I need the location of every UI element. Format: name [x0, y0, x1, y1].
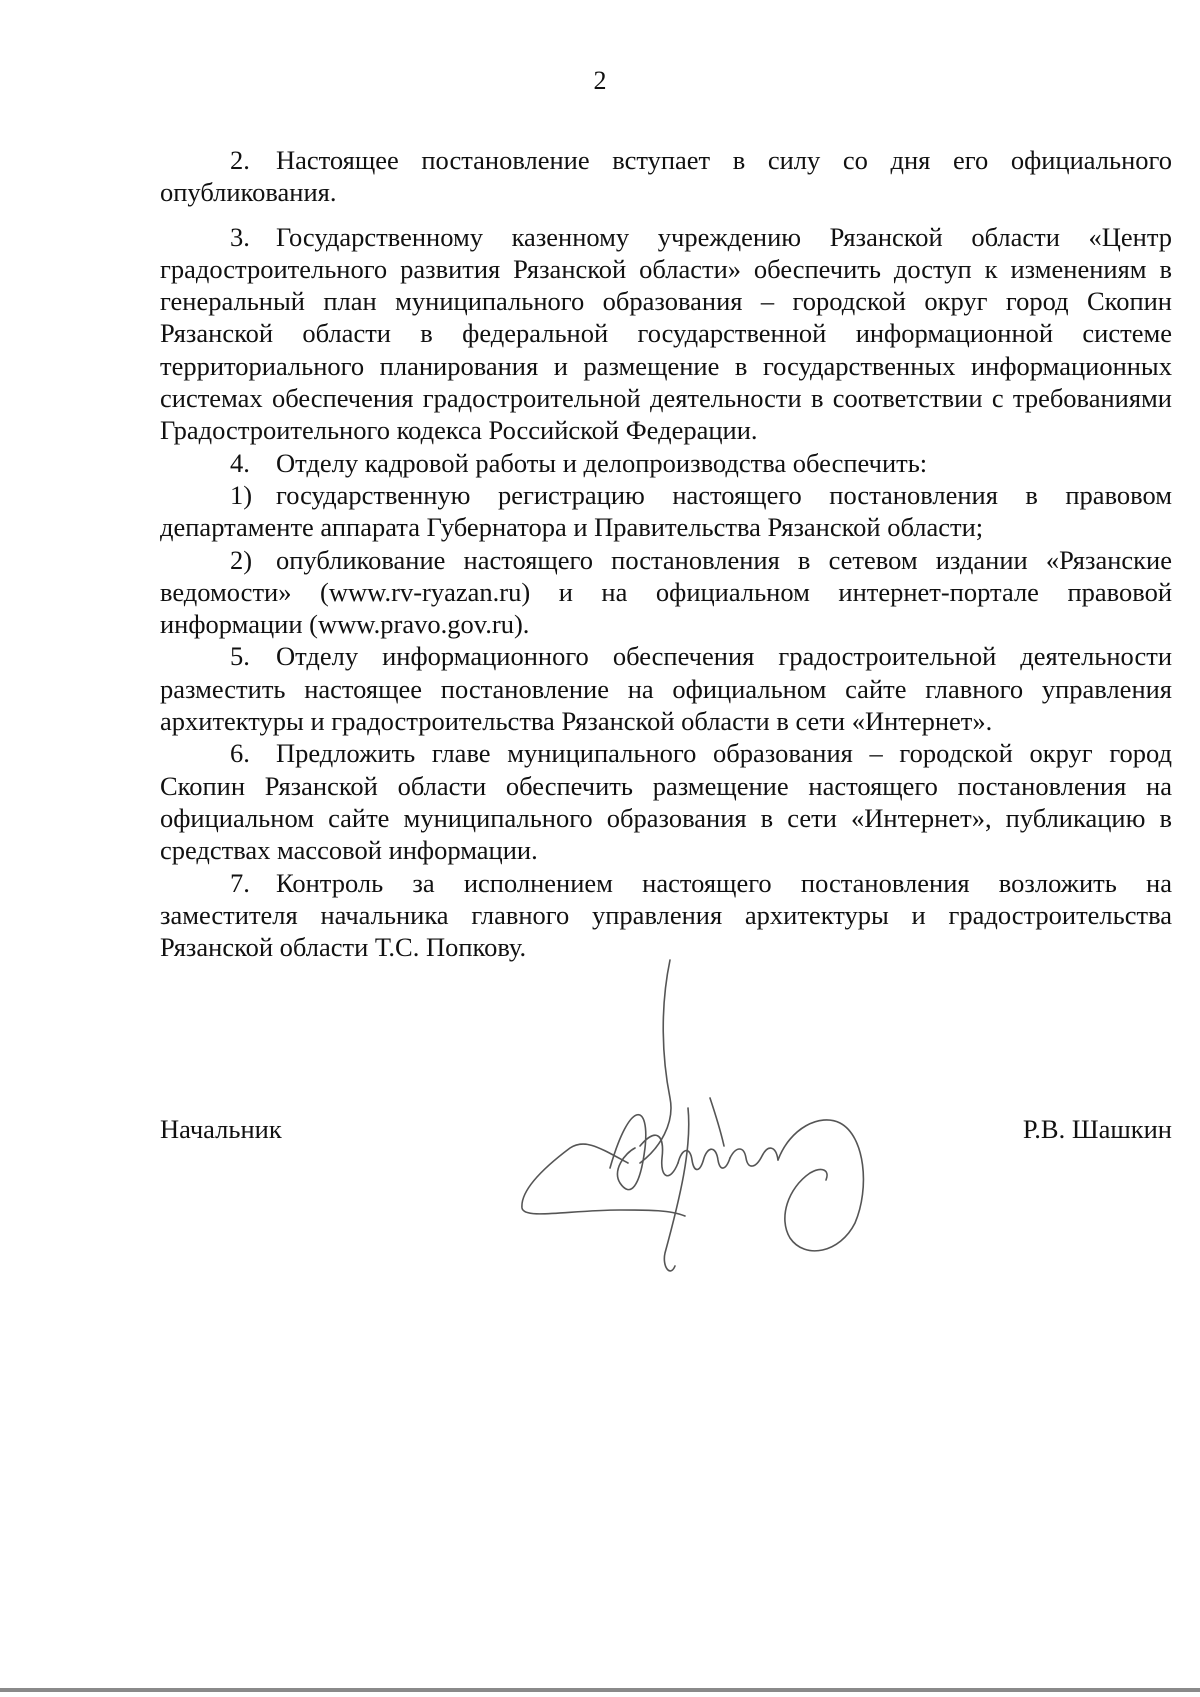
paragraph-4	[160, 447, 1172, 479]
paragraph-6	[160, 737, 1172, 866]
paragraph-number: 2)	[230, 544, 253, 575]
paragraph-text: опубликование настоящего постановления в сетевом издании «Рязанские ведомости» (www.rv-ryazan.ru) и на официальном интернет-портале правовой информации (www.pravo.gov.ru).	[160, 544, 1172, 640]
paragraph-text: Отделу кадровой работы и делопроизводства обеспечить:	[276, 447, 928, 478]
paragraph-number: 6.	[230, 738, 250, 769]
paragraph-number: 2.	[230, 145, 250, 175]
handwritten-signature	[510, 948, 910, 1288]
paragraph-text: Настоящее постановление вступает в силу со дня его официального опубликования.	[160, 145, 1172, 208]
page-number: 2	[593, 66, 607, 95]
signatory-name: Р.В. Шашкин	[1022, 1114, 1172, 1144]
subparagraph-2	[160, 544, 1172, 641]
paragraph-number: 3.	[230, 221, 250, 252]
paragraph-number: 1)	[230, 479, 253, 510]
signature-block	[160, 1113, 1172, 1313]
paragraph-2	[160, 144, 1172, 209]
paragraph-text: Отделу информационного обеспечения градостроительной деятельности разместить настоящее постановление на официальном сайте главного управления архитектуры и градостроительства Рязанской области в сети «Интернет».	[160, 641, 1172, 737]
paragraph-number: 4.	[230, 447, 250, 478]
paragraph-number: 7.	[230, 867, 250, 898]
paragraph-5	[160, 640, 1172, 737]
paragraph-3	[160, 221, 1172, 447]
signatory-title: Начальник	[160, 1114, 282, 1144]
paragraph-text: государственную регистрацию настоящего постановления в правовом департаменте аппарата Губернатора и Правительства Рязанской области;	[160, 479, 1172, 543]
paragraph-number: 5.	[230, 641, 250, 672]
subparagraph-1	[160, 479, 1172, 544]
paragraph-text: Контроль за исполнением настоящего постановления возложить на заместителя начальника главного управления архитектуры и градостроительства Рязанской области Т.С. Попкову.	[160, 867, 1172, 963]
paragraph-text: Государственному казенному учреждению Рязанской области «Центр градостроительного развития Рязанской области» обеспечить доступ к изменениям в генеральный план муниципального образования – городской округ город Скопин Рязанской области в федеральной государственной информационной системе территориального планирования и размещение в государственных информационных системах обеспечения градостроительной деятельности в соответствии с требованиями Градостроительного кодекса Российской Федерации.	[160, 221, 1172, 446]
page-bottom-edge	[0, 1688, 1200, 1692]
paragraph-text: Предложить главе муниципального образования – городской округ город Скопин Рязанской области обеспечить размещение настоящего постановления на официальном сайте муниципального образования в сети «Интернет», публикацию в средствах массовой информации.	[160, 738, 1172, 866]
document-body	[160, 132, 1172, 963]
